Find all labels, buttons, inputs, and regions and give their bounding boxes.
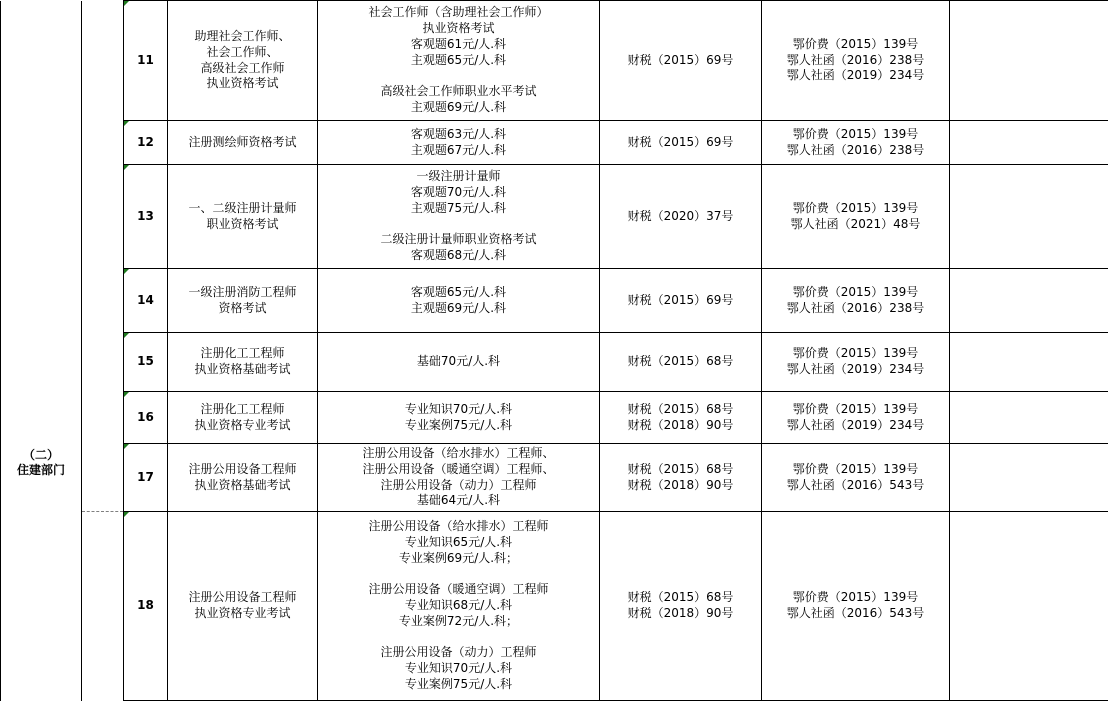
row-number: 13 bbox=[124, 165, 168, 269]
blank-cell bbox=[82, 444, 124, 512]
row-number: 12 bbox=[124, 121, 168, 165]
row-number: 18 bbox=[124, 512, 168, 701]
row-number: 11 bbox=[124, 1, 168, 121]
fee-standard: 注册公用设备（给水排水）工程师 专业知识65元/人.科 专业案例69元/人.科； 注册公用设备（暖通空调）工程师 专业知识68元/人.科 专业案例72元/人.科； 注册公用设备（动力）工程师 专业知识70元/人.科 专业案例75元/人.科 bbox=[318, 512, 600, 701]
remark-cell bbox=[950, 333, 1108, 392]
table-row bbox=[1, 121, 1108, 165]
remark-cell bbox=[950, 512, 1108, 701]
comment-marker-icon bbox=[124, 444, 129, 449]
comment-marker-icon bbox=[124, 269, 129, 274]
comment-marker-icon bbox=[124, 333, 129, 338]
category-cell bbox=[1, 1, 82, 701]
fee-standard: 客观题63元/人.科 主观题67元/人.科 bbox=[318, 121, 600, 165]
national-document: 财税（2015）68号 财税（2018）90号 bbox=[600, 512, 762, 701]
national-document: 财税（2015）69号 bbox=[600, 121, 762, 165]
blank-cell bbox=[82, 165, 124, 269]
exam-name: 注册测绘师资格考试 bbox=[168, 121, 318, 165]
row-number: 16 bbox=[124, 392, 168, 444]
provincial-document: 鄂价费（2015）139号 鄂人社函（2016）238号 bbox=[762, 269, 950, 333]
table-row bbox=[1, 165, 1108, 269]
comment-marker-icon bbox=[124, 512, 129, 517]
provincial-document: 鄂价费（2015）139号 鄂人社函（2016）238号 鄂人社函（2019）234号 bbox=[762, 1, 950, 121]
remark-cell bbox=[950, 165, 1108, 269]
provincial-document: 鄂价费（2015）139号 鄂人社函（2016）238号 bbox=[762, 121, 950, 165]
provincial-document: 鄂价费（2015）139号 鄂人社函（2019）234号 bbox=[762, 333, 950, 392]
remark-cell bbox=[950, 121, 1108, 165]
row-number: 15 bbox=[124, 333, 168, 392]
remark-cell bbox=[950, 392, 1108, 444]
national-document: 财税（2015）68号 财税（2018）90号 bbox=[600, 444, 762, 512]
table-row bbox=[1, 392, 1108, 444]
exam-name: 注册公用设备工程师 执业资格基础考试 bbox=[168, 444, 318, 512]
blank-cell bbox=[82, 512, 124, 701]
provincial-document: 鄂价费（2015）139号 鄂人社函（2016）543号 bbox=[762, 444, 950, 512]
exam-name: 助理社会工作师、 社会工作师、 高级社会工作师 执业资格考试 bbox=[168, 1, 318, 121]
remark-cell bbox=[950, 1, 1108, 121]
comment-marker-icon bbox=[124, 165, 129, 170]
national-document: 财税（2015）69号 bbox=[600, 1, 762, 121]
exam-name: 一级注册消防工程师 资格考试 bbox=[168, 269, 318, 333]
comment-marker-icon bbox=[124, 121, 129, 126]
national-document: 财税（2015）68号 bbox=[600, 333, 762, 392]
provincial-document: 鄂价费（2015）139号 鄂人社函（2016）543号 bbox=[762, 512, 950, 701]
fee-standard: 社会工作师（含助理社会工作师） 执业资格考试 客观题61元/人.科 主观题65元/人.科 高级社会工作师职业水平考试 主观题69元/人.科 bbox=[318, 1, 600, 121]
fee-standard: 客观题65元/人.科 主观题69元/人.科 bbox=[318, 269, 600, 333]
table-row bbox=[1, 444, 1108, 512]
exam-name: 注册化工工程师 执业资格基础考试 bbox=[168, 333, 318, 392]
provincial-document: 鄂价费（2015）139号 鄂人社函（2019）234号 bbox=[762, 392, 950, 444]
national-document: 财税（2020）37号 bbox=[600, 165, 762, 269]
blank-cell bbox=[82, 392, 124, 444]
remark-cell bbox=[950, 444, 1108, 512]
row-number: 17 bbox=[124, 444, 168, 512]
exam-name: 注册公用设备工程师 执业资格专业考试 bbox=[168, 512, 318, 701]
table-row bbox=[1, 1, 1108, 121]
exam-name: 一、二级注册计量师 职业资格考试 bbox=[168, 165, 318, 269]
exam-name: 注册化工工程师 执业资格专业考试 bbox=[168, 392, 318, 444]
blank-cell bbox=[82, 1, 124, 121]
blank-cell bbox=[82, 121, 124, 165]
fee-standard: 基础70元/人.科 bbox=[318, 333, 600, 392]
blank-cell bbox=[82, 269, 124, 333]
table-row bbox=[1, 512, 1108, 701]
category-label: （二） 住建部门 bbox=[16, 447, 65, 478]
comment-marker-icon bbox=[124, 392, 129, 397]
fee-standard: 专业知识70元/人.科 专业案例75元/人.科 bbox=[318, 392, 600, 444]
fee-standard: 一级注册计量师 客观题70元/人.科 主观题75元/人.科 二级注册计量师职业资格考试 客观题68元/人.科 bbox=[318, 165, 600, 269]
table-row bbox=[1, 269, 1108, 333]
blank-cell bbox=[82, 333, 124, 392]
table-row bbox=[1, 333, 1108, 392]
national-document: 财税（2015）69号 bbox=[600, 269, 762, 333]
comment-marker-icon bbox=[124, 1, 129, 6]
provincial-document: 鄂价费（2015）139号 鄂人社函（2021）48号 bbox=[762, 165, 950, 269]
national-document: 财税（2015）68号 财税（2018）90号 bbox=[600, 392, 762, 444]
fee-standard: 注册公用设备（给水排水）工程师、 注册公用设备（暖通空调）工程师、 注册公用设备（动力）工程师 基础64元/人.科 bbox=[318, 444, 600, 512]
row-number: 14 bbox=[124, 269, 168, 333]
remark-cell bbox=[950, 269, 1108, 333]
